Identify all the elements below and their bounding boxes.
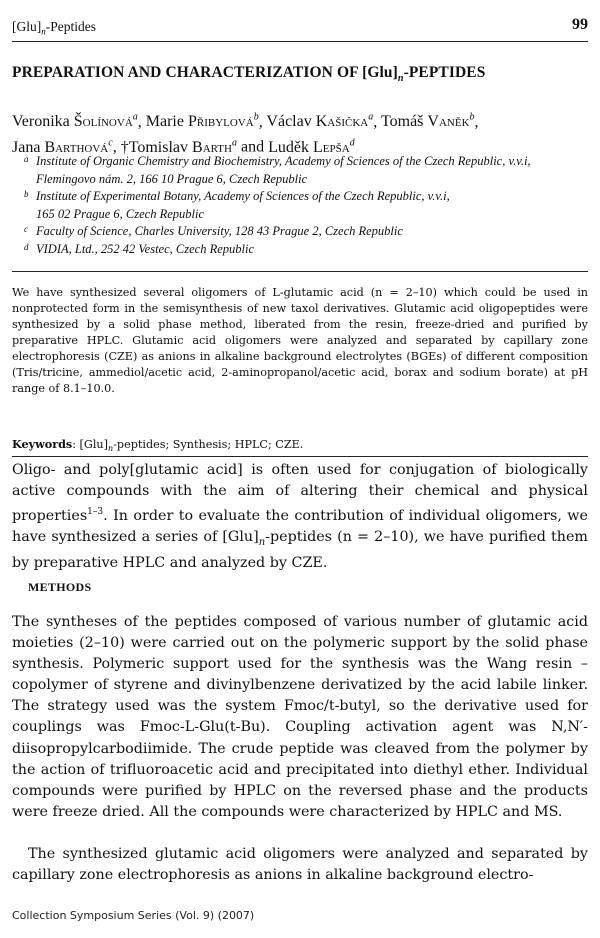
affiliation-line: Flemingovo nám. 2, 166 10 Prague 6, Czech Republic (36, 171, 308, 186)
author: Jana Barthová$^c$ (12, 137, 113, 156)
running-head (12, 16, 588, 38)
intro-paragraph: Oligo- and poly[glutamic acid] is often used for conjugation of biologically active compounds with the aim of altering their chemical and physical properties$^{1-3}$. In order to evaluate the contribution of individual oligomers, we have synthesized a series of $[Glu]_n$-peptides (n = 2–10), we have purified them by preparative HPLC and analyzed by CZE. (12, 462, 588, 571)
running-head-title: $[Glu]_n$-Peptides (12, 19, 96, 37)
affiliation (24, 188, 584, 223)
author-affiliation-mark: b (253, 112, 259, 123)
abstract: We have synthesized several oligomers of L-glutamic acid (n = 2–10) which could be used in nonprotected form in the semisynthesis of new taxol derivatives. Glutamic acid oligopeptides were synthesized by a solid phase method, liberated from the resin, freeze-dried and purified by preparative HPLC. Glutamic acid oligomers were analyzed and separated by capillary zone electrophoresis (CZE) as anions in alkaline background electrolytes (BGEs) of different composition (Tris/tricine, ammediol/acetic acid, 2-aminopropanol/acetic acid, borax and sodium borate) at pH range of 8.1–10.0. (12, 286, 588, 395)
author-affiliation-mark: a (132, 112, 138, 123)
affiliation-mark: d (24, 241, 29, 252)
author-list: Veronika Šolínová$^a$, Marie Přibylová$^b$, Václav Kašička$^a$, Tomáš Vaněk$^b$, Jana Barthová$^c$, †Tomislav Barth$^a$ and Luděk Lepša$^d$ (12, 112, 479, 156)
affiliation-line: Institute of Organic Chemistry and Biochemistry, Academy of Sciences of the Czech Republic, v.v.i, (36, 154, 531, 168)
author: Luděk Lepša$^d$ (268, 137, 355, 156)
affiliation-line: Institute of Experimental Botany, Academy of Sciences of the Czech Republic, v.v.i, (36, 189, 450, 203)
methods-paragraph-2: The synthesized glutamic acid oligomers were analyzed and separated by capillary zone electrophoresis as anions in alkaline background electro- (12, 846, 588, 884)
author: Marie Přibylová$^b$ (145, 112, 259, 131)
page-number: 99 (572, 16, 588, 33)
affiliation-mark: b (24, 189, 29, 199)
author: Václav Kašička$^a$ (266, 112, 374, 131)
author-affiliation-mark: b (469, 112, 475, 123)
affiliation-line: VIDIA, Ltd., 252 42 Vestec, Czech Republic (36, 241, 255, 256)
affiliation-line: Faculty of Science, Charles University, 128 43 Prague 2, Czech Republic (36, 224, 403, 238)
methods-heading: METHODS (28, 580, 92, 594)
author-affiliation-mark: a (231, 137, 237, 149)
paper-title: PREPARATION AND CHARACTERIZATION OF $[Glu]_n$-PEPTIDES (12, 64, 486, 85)
abstract-top-rule (12, 271, 588, 272)
abstract-bottom-rule (12, 456, 588, 457)
affiliation (24, 223, 584, 241)
author-affiliation-mark: d (349, 137, 355, 149)
author-affiliation-mark: a (368, 112, 374, 123)
author: †Tomislav Barth$^a$ (120, 137, 237, 156)
author-surname: Kašička (315, 113, 369, 131)
author-surname: Vaněk (427, 113, 470, 131)
author-surname: Šolínová (73, 113, 133, 131)
reference-citation: 1–3 (87, 507, 104, 518)
author-surname: Barthová (44, 138, 109, 156)
methods-paragraph-1: The syntheses of the peptides composed of various number of glutamic acid moieties (2–10) were carried out on the polymeric support by the solid phase synthesis. Polymeric support used for the synthesis was the Wang resin – copolymer of styrene and divinylbenzene derivatized by the acid labile linker. The strategy used was the system Fmoc/t-butyl, so the derivative used for couplings was Fmoc-L-Glu(t-Bu). Coupling activation agent was N,N′-diisopropylcarbodiimide. The crude peptide was cleaved from the polymer by the action of trifluoroacetic acid and precipitated into diethyl ether. Individual compounds were purified by HPLC on the reversed phase and the products were freeze dried. All the compounds were characterized by HPLC and MS. (12, 614, 588, 820)
affiliation-mark: a (24, 154, 29, 164)
header-rule (12, 41, 588, 42)
author: Tomáš Vaněk$^b$ (380, 112, 475, 131)
author-surname: Barth (192, 138, 232, 156)
keywords-label: Keywords (12, 437, 73, 451)
affiliation (24, 241, 584, 259)
author-affiliation-mark: c (108, 137, 113, 149)
author-surname: Lepša (312, 138, 350, 156)
author-surname: Přibylová (187, 113, 254, 131)
affiliation (24, 153, 584, 188)
author: Veronika Šolínová$^a$ (12, 112, 138, 131)
keywords: Keywords: $[Glu]_n$-peptides; Synthesis; HPLC; CZE. (12, 437, 304, 454)
affiliation-line: 165 02 Prague 6, Czech Republic (36, 206, 205, 221)
affiliation-list (24, 153, 584, 258)
affiliation-mark: c (24, 224, 28, 234)
page-footer: Collection Symposium Series (Vol. 9) (2007) (12, 909, 255, 922)
